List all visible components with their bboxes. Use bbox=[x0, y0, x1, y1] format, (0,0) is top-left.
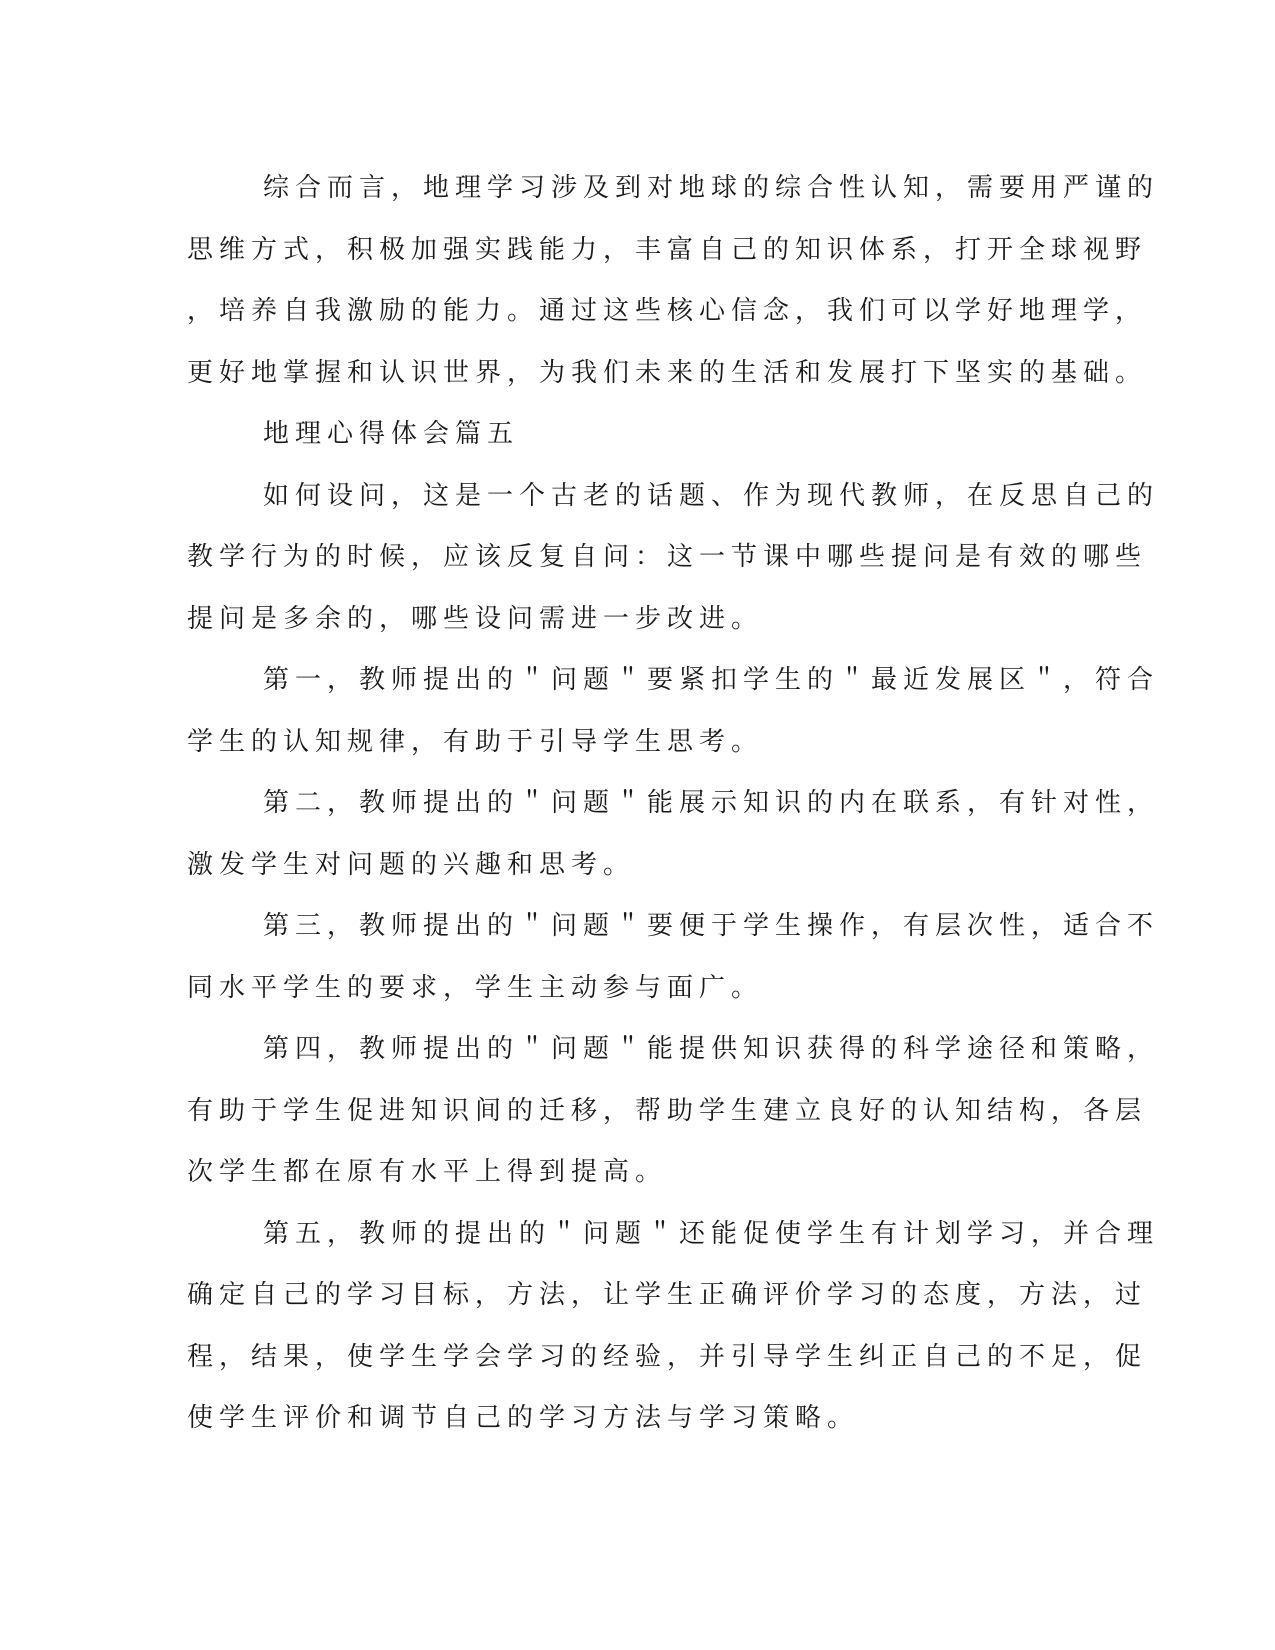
text-line: ，培养自我激励的能力。通过这些核心信念，我们可以学好地理学， bbox=[187, 296, 1148, 326]
text-line: 有助于学生促进知识间的迁移，帮助学生建立良好的认知结构，各层 bbox=[187, 1095, 1148, 1126]
text-line: 确定自己的学习目标，方法，让学生正确评价学习的态度，方法，过 bbox=[187, 1280, 1148, 1310]
text-line: 思维方式，积极加强实践能力，丰富自己的知识体系，打开全球视野 bbox=[187, 234, 1148, 265]
text-line: 次学生都在原有水平上得到提高。 bbox=[187, 1157, 668, 1187]
text-line: 同水平学生的要求，学生主动参与面广。 bbox=[187, 972, 764, 1003]
text-line: 教学行为的时候，应该反复自问：这一节课中哪些提问是有效的哪些 bbox=[187, 542, 1148, 572]
text-line: 第三，教师提出的＂问题＂要便于学生操作，有层次性，适合不 bbox=[263, 911, 1160, 941]
text-line: 更好地掌握和认识世界，为我们未来的生活和发展打下坚实的基础。 bbox=[187, 357, 1148, 388]
text-line: 激发学生对问题的兴趣和思考。 bbox=[187, 849, 636, 880]
text-line: 综合而言，地理学习涉及到对地球的综合性认知，需要用严谨的 bbox=[263, 173, 1160, 203]
text-line: 学生的认知规律，有助于引导学生思考。 bbox=[187, 726, 764, 757]
text-line: 如何设问，这是一个古老的话题、作为现代教师，在反思自己的 bbox=[263, 480, 1160, 511]
document-body bbox=[187, 158, 1160, 1450]
section-heading: 地理心得体会篇五 bbox=[263, 419, 520, 449]
text-line: 第五，教师的提出的＂问题＂还能促使学生有计划学习，并合理 bbox=[263, 1218, 1160, 1249]
text-line: 提问是多余的，哪些设问需进一步改进。 bbox=[187, 603, 764, 634]
text-line: 程，结果，使学生学会学习的经验，并引导学生纠正自己的不足，促 bbox=[187, 1341, 1148, 1372]
text-line: 使学生评价和调节自己的学习方法与学习策略。 bbox=[187, 1403, 860, 1433]
text-line: 第一，教师提出的＂问题＂要紧扣学生的＂最近发展区＂，符合 bbox=[263, 665, 1160, 695]
text-line: 第二，教师提出的＂问题＂能展示知识的内在联系，有针对性， bbox=[263, 788, 1160, 818]
text-line: 第四，教师提出的＂问题＂能提供知识获得的科学途径和策略， bbox=[263, 1034, 1160, 1064]
